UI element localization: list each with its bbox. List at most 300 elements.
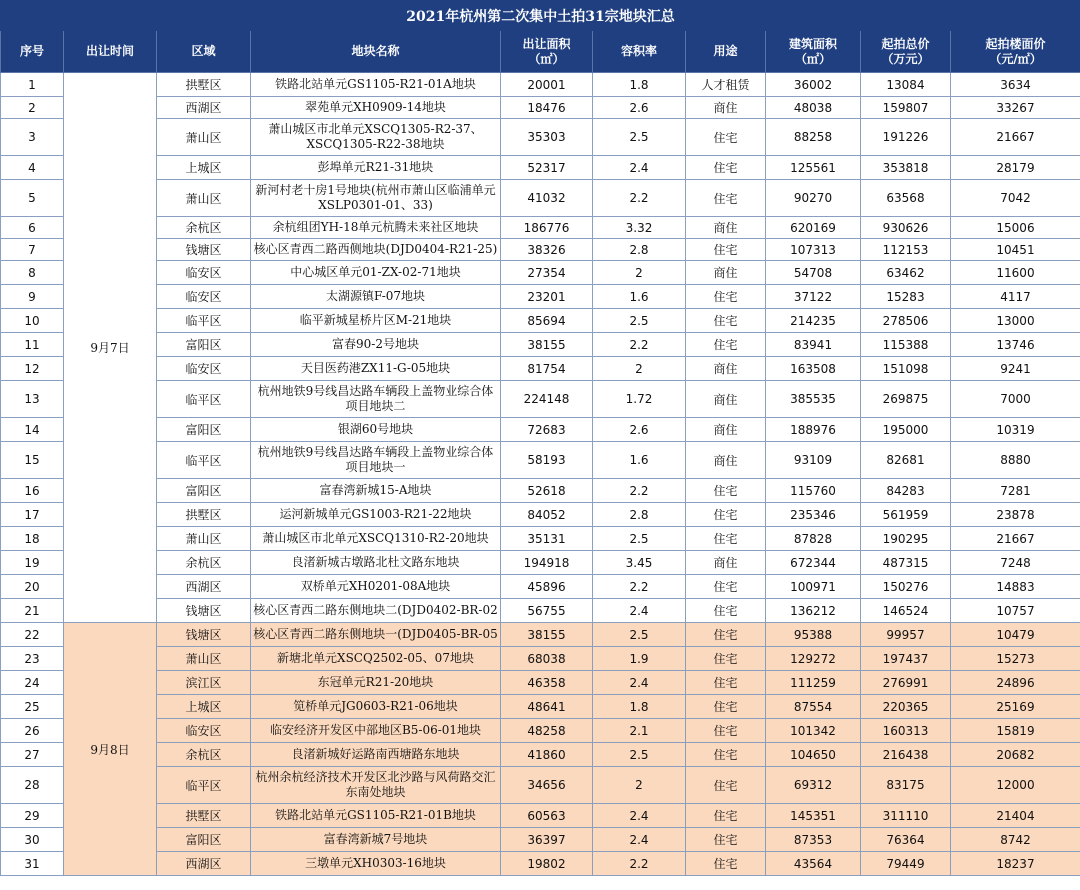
floor-price-cell: 7248 <box>951 551 1080 575</box>
table-row <box>1 828 1080 852</box>
use-cell: 住宅 <box>686 479 766 503</box>
use-cell: 住宅 <box>686 119 766 156</box>
parcel-name-cell: 临安经济开发区中部地区B5-06-01地块 <box>251 719 501 743</box>
header-price-unit: （万元） <box>881 51 930 66</box>
district-cell: 拱墅区 <box>157 804 251 828</box>
table-row <box>1 357 1080 381</box>
floor-price-cell: 15006 <box>951 217 1080 239</box>
start-price-cell: 146524 <box>861 599 951 623</box>
district-cell: 临安区 <box>157 285 251 309</box>
use-cell: 商住 <box>686 442 766 479</box>
use-cell: 人才租赁 <box>686 73 766 97</box>
start-price-cell: 353818 <box>861 156 951 180</box>
start-price-cell: 311110 <box>861 804 951 828</box>
district-cell: 上城区 <box>157 695 251 719</box>
table-row <box>1 767 1080 804</box>
floor-price-cell: 4117 <box>951 285 1080 309</box>
use-cell: 住宅 <box>686 852 766 876</box>
start-price-cell: 220365 <box>861 695 951 719</box>
parcel-name-cell: 杭州地铁9号线昌达路车辆段上盖物业综合体项目地块一 <box>251 442 501 479</box>
row-number: 2 <box>1 97 64 119</box>
far-cell: 2 <box>593 357 686 381</box>
build-area-cell: 385535 <box>766 381 861 418</box>
area-cell: 52317 <box>501 156 593 180</box>
floor-price-cell: 7281 <box>951 479 1080 503</box>
use-cell: 住宅 <box>686 239 766 261</box>
district-cell: 萧山区 <box>157 180 251 217</box>
start-price-cell: 159807 <box>861 97 951 119</box>
floor-price-cell: 12000 <box>951 767 1080 804</box>
far-cell: 2 <box>593 767 686 804</box>
start-price-cell: 197437 <box>861 647 951 671</box>
district-cell: 富阳区 <box>157 333 251 357</box>
floor-price-cell: 10319 <box>951 418 1080 442</box>
far-cell: 2.1 <box>593 719 686 743</box>
row-number: 30 <box>1 828 64 852</box>
header-use: 用途 <box>686 31 766 73</box>
build-area-cell: 163508 <box>766 357 861 381</box>
parcel-name-cell: 富春湾新城7号地块 <box>251 828 501 852</box>
start-price-cell: 269875 <box>861 381 951 418</box>
area-cell: 85694 <box>501 309 593 333</box>
far-cell: 1.8 <box>593 695 686 719</box>
floor-price-cell: 24896 <box>951 671 1080 695</box>
far-cell: 1.72 <box>593 381 686 418</box>
use-cell: 住宅 <box>686 719 766 743</box>
header-far: 容积率 <box>593 31 686 73</box>
area-cell: 84052 <box>501 503 593 527</box>
area-cell: 224148 <box>501 381 593 418</box>
header-area-label: 出让面积 <box>522 36 571 51</box>
start-price-cell: 83175 <box>861 767 951 804</box>
build-area-cell: 214235 <box>766 309 861 333</box>
area-cell: 35303 <box>501 119 593 156</box>
floor-price-cell: 20682 <box>951 743 1080 767</box>
area-cell: 27354 <box>501 261 593 285</box>
start-price-cell: 561959 <box>861 503 951 527</box>
start-price-cell: 82681 <box>861 442 951 479</box>
start-price-cell: 190295 <box>861 527 951 551</box>
use-cell: 住宅 <box>686 285 766 309</box>
floor-price-cell: 21667 <box>951 527 1080 551</box>
area-cell: 36397 <box>501 828 593 852</box>
build-area-cell: 188976 <box>766 418 861 442</box>
floor-price-cell: 21667 <box>951 119 1080 156</box>
row-number: 21 <box>1 599 64 623</box>
floor-price-cell: 7000 <box>951 381 1080 418</box>
header-area <box>501 31 593 73</box>
district-cell: 钱塘区 <box>157 599 251 623</box>
header-name: 地块名称 <box>251 31 501 73</box>
build-area-cell: 107313 <box>766 239 861 261</box>
parcel-name-cell: 太湖源镇F-07地块 <box>251 285 501 309</box>
table-row <box>1 97 1080 119</box>
table-body <box>1 73 1080 876</box>
start-price-cell: 79449 <box>861 852 951 876</box>
use-cell: 住宅 <box>686 503 766 527</box>
area-cell: 56755 <box>501 599 593 623</box>
start-price-cell: 930626 <box>861 217 951 239</box>
row-number: 5 <box>1 180 64 217</box>
build-area-cell: 125561 <box>766 156 861 180</box>
district-cell: 富阳区 <box>157 479 251 503</box>
area-cell: 38326 <box>501 239 593 261</box>
table-row <box>1 119 1080 156</box>
use-cell: 商住 <box>686 381 766 418</box>
row-number: 14 <box>1 418 64 442</box>
area-cell: 72683 <box>501 418 593 442</box>
start-price-cell: 84283 <box>861 479 951 503</box>
district-cell: 余杭区 <box>157 217 251 239</box>
build-area-cell: 104650 <box>766 743 861 767</box>
table-row <box>1 551 1080 575</box>
table-title: 2021年杭州第二次集中土拍31宗地块汇总 <box>1 1 1080 31</box>
far-cell: 2.4 <box>593 156 686 180</box>
floor-price-cell: 10479 <box>951 623 1080 647</box>
district-cell: 萧山区 <box>157 119 251 156</box>
district-cell: 余杭区 <box>157 743 251 767</box>
start-price-cell: 151098 <box>861 357 951 381</box>
build-area-cell: 69312 <box>766 767 861 804</box>
far-cell: 2.2 <box>593 479 686 503</box>
floor-price-cell: 10757 <box>951 599 1080 623</box>
district-cell: 钱塘区 <box>157 239 251 261</box>
use-cell: 住宅 <box>686 599 766 623</box>
parcel-name-cell: 萧山城区市北单元XSCQ1305-R2-37、XSCQ1305-R22-38地块 <box>251 119 501 156</box>
district-cell: 西湖区 <box>157 97 251 119</box>
start-price-cell: 63568 <box>861 180 951 217</box>
area-cell: 41032 <box>501 180 593 217</box>
use-cell: 住宅 <box>686 180 766 217</box>
far-cell: 3.45 <box>593 551 686 575</box>
district-cell: 临安区 <box>157 719 251 743</box>
row-number: 22 <box>1 623 64 647</box>
use-cell: 商住 <box>686 97 766 119</box>
parcel-name-cell: 中心城区单元01-ZX-02-71地块 <box>251 261 501 285</box>
build-area-cell: 672344 <box>766 551 861 575</box>
parcel-name-cell: 杭州地铁9号线昌达路车辆段上盖物业综合体项目地块二 <box>251 381 501 418</box>
district-cell: 临平区 <box>157 381 251 418</box>
parcel-name-cell: 杭州余杭经济技术开发区北沙路与风荷路交汇东南处地块 <box>251 767 501 804</box>
area-cell: 35131 <box>501 527 593 551</box>
build-area-cell: 93109 <box>766 442 861 479</box>
start-price-cell: 13084 <box>861 73 951 97</box>
area-cell: 52618 <box>501 479 593 503</box>
use-cell: 住宅 <box>686 156 766 180</box>
district-cell: 西湖区 <box>157 852 251 876</box>
header-district: 区域 <box>157 31 251 73</box>
start-price-cell: 63462 <box>861 261 951 285</box>
floor-price-cell: 7042 <box>951 180 1080 217</box>
table-row <box>1 333 1080 357</box>
area-cell: 38155 <box>501 623 593 647</box>
build-area-cell: 95388 <box>766 623 861 647</box>
build-area-cell: 36002 <box>766 73 861 97</box>
area-cell: 58193 <box>501 442 593 479</box>
build-area-cell: 90270 <box>766 180 861 217</box>
auction-date: 9月8日 <box>64 623 157 876</box>
row-number: 29 <box>1 804 64 828</box>
build-area-cell: 145351 <box>766 804 861 828</box>
parcel-name-cell: 核心区青西二路东侧地块二(DJD0402-BR-02 <box>251 599 501 623</box>
row-number: 23 <box>1 647 64 671</box>
row-number: 27 <box>1 743 64 767</box>
district-cell: 临平区 <box>157 442 251 479</box>
district-cell: 西湖区 <box>157 575 251 599</box>
header-price-label: 起拍总价 <box>881 36 930 51</box>
start-price-cell: 487315 <box>861 551 951 575</box>
area-cell: 194918 <box>501 551 593 575</box>
district-cell: 临平区 <box>157 309 251 333</box>
parcel-name-cell: 笕桥单元JG0603-R21-06地块 <box>251 695 501 719</box>
floor-price-cell: 23878 <box>951 503 1080 527</box>
table-row <box>1 575 1080 599</box>
parcel-name-cell: 富春湾新城15-A地块 <box>251 479 501 503</box>
row-number: 13 <box>1 381 64 418</box>
use-cell: 住宅 <box>686 333 766 357</box>
start-price-cell: 216438 <box>861 743 951 767</box>
table-row <box>1 695 1080 719</box>
table-row <box>1 527 1080 551</box>
far-cell: 2.5 <box>593 743 686 767</box>
row-number: 8 <box>1 261 64 285</box>
row-number: 7 <box>1 239 64 261</box>
far-cell: 1.8 <box>593 73 686 97</box>
header-date: 出让时间 <box>64 31 157 73</box>
table-row <box>1 623 1080 647</box>
parcel-name-cell: 双桥单元XH0201-08A地块 <box>251 575 501 599</box>
far-cell: 2.5 <box>593 119 686 156</box>
floor-price-cell: 18237 <box>951 852 1080 876</box>
district-cell: 萧山区 <box>157 647 251 671</box>
table-row <box>1 599 1080 623</box>
district-cell: 滨江区 <box>157 671 251 695</box>
row-number: 15 <box>1 442 64 479</box>
parcel-name-cell: 萧山城区市北单元XSCQ1310-R2-20地块 <box>251 527 501 551</box>
row-number: 18 <box>1 527 64 551</box>
area-cell: 45896 <box>501 575 593 599</box>
build-area-cell: 48038 <box>766 97 861 119</box>
use-cell: 住宅 <box>686 309 766 333</box>
far-cell: 1.6 <box>593 442 686 479</box>
district-cell: 临平区 <box>157 767 251 804</box>
district-cell: 拱墅区 <box>157 73 251 97</box>
parcel-name-cell: 彭埠单元R21-31地块 <box>251 156 501 180</box>
use-cell: 住宅 <box>686 575 766 599</box>
parcel-name-cell: 铁路北站单元GS1105-R21-01B地块 <box>251 804 501 828</box>
far-cell: 2.4 <box>593 804 686 828</box>
parcel-name-cell: 余杭组团YH-18单元杭腾未来社区地块 <box>251 217 501 239</box>
table-row <box>1 804 1080 828</box>
build-area-cell: 88258 <box>766 119 861 156</box>
row-number: 3 <box>1 119 64 156</box>
far-cell: 2.2 <box>593 180 686 217</box>
row-number: 12 <box>1 357 64 381</box>
start-price-cell: 160313 <box>861 719 951 743</box>
area-cell: 60563 <box>501 804 593 828</box>
start-price-cell: 99957 <box>861 623 951 647</box>
build-area-cell: 87353 <box>766 828 861 852</box>
far-cell: 2.5 <box>593 623 686 647</box>
row-number: 9 <box>1 285 64 309</box>
district-cell: 临安区 <box>157 261 251 285</box>
parcel-name-cell: 富春90-2号地块 <box>251 333 501 357</box>
far-cell: 2.4 <box>593 671 686 695</box>
floor-price-cell: 13000 <box>951 309 1080 333</box>
table-row <box>1 479 1080 503</box>
header-floor <box>951 31 1080 73</box>
district-cell: 拱墅区 <box>157 503 251 527</box>
build-area-cell: 129272 <box>766 647 861 671</box>
use-cell: 住宅 <box>686 767 766 804</box>
use-cell: 住宅 <box>686 671 766 695</box>
header-build-label: 建筑面积 <box>788 36 837 51</box>
use-cell: 住宅 <box>686 828 766 852</box>
table-row <box>1 217 1080 239</box>
far-cell: 2.2 <box>593 333 686 357</box>
area-cell: 20001 <box>501 73 593 97</box>
build-area-cell: 100971 <box>766 575 861 599</box>
row-number: 25 <box>1 695 64 719</box>
row-number: 6 <box>1 217 64 239</box>
use-cell: 商住 <box>686 418 766 442</box>
table-row <box>1 647 1080 671</box>
header-seq: 序号 <box>1 31 64 73</box>
parcel-name-cell: 铁路北站单元GS1105-R21-01A地块 <box>251 73 501 97</box>
header-area-unit: （㎡） <box>528 51 565 66</box>
row-number: 16 <box>1 479 64 503</box>
parcel-name-cell: 天目医药港ZX11-G-05地块 <box>251 357 501 381</box>
build-area-cell: 54708 <box>766 261 861 285</box>
floor-price-cell: 9241 <box>951 357 1080 381</box>
far-cell: 2.5 <box>593 309 686 333</box>
area-cell: 34656 <box>501 767 593 804</box>
parcel-name-cell: 良渚新城古墩路北杜文路东地块 <box>251 551 501 575</box>
build-area-cell: 37122 <box>766 285 861 309</box>
row-number: 20 <box>1 575 64 599</box>
parcel-name-cell: 核心区青西二路西侧地块(DJD0404-R21-25) <box>251 239 501 261</box>
floor-price-cell: 8742 <box>951 828 1080 852</box>
use-cell: 商住 <box>686 551 766 575</box>
row-number: 1 <box>1 73 64 97</box>
build-area-cell: 235346 <box>766 503 861 527</box>
table-row <box>1 156 1080 180</box>
header-row <box>1 31 1080 73</box>
far-cell: 2.2 <box>593 575 686 599</box>
header-price <box>861 31 951 73</box>
parcel-name-cell: 新河村老十房1号地块(杭州市萧山区临浦单元XSLP0301-01、33) <box>251 180 501 217</box>
build-area-cell: 620169 <box>766 217 861 239</box>
floor-price-cell: 10451 <box>951 239 1080 261</box>
area-cell: 23201 <box>501 285 593 309</box>
area-cell: 81754 <box>501 357 593 381</box>
floor-price-cell: 3634 <box>951 73 1080 97</box>
parcel-name-cell: 运河新城单元GS1003-R21-22地块 <box>251 503 501 527</box>
table-row <box>1 418 1080 442</box>
use-cell: 住宅 <box>686 623 766 647</box>
area-cell: 186776 <box>501 217 593 239</box>
floor-price-cell: 21404 <box>951 804 1080 828</box>
area-cell: 19802 <box>501 852 593 876</box>
area-cell: 48258 <box>501 719 593 743</box>
build-area-cell: 101342 <box>766 719 861 743</box>
district-cell: 富阳区 <box>157 828 251 852</box>
area-cell: 41860 <box>501 743 593 767</box>
row-number: 24 <box>1 671 64 695</box>
table-row <box>1 852 1080 876</box>
row-number: 10 <box>1 309 64 333</box>
header-build-unit: （㎡） <box>794 51 831 66</box>
table-row <box>1 442 1080 479</box>
build-area-cell: 87554 <box>766 695 861 719</box>
floor-price-cell: 25169 <box>951 695 1080 719</box>
area-cell: 38155 <box>501 333 593 357</box>
far-cell: 2 <box>593 261 686 285</box>
floor-price-cell: 13746 <box>951 333 1080 357</box>
floor-price-cell: 11600 <box>951 261 1080 285</box>
use-cell: 商住 <box>686 261 766 285</box>
use-cell: 住宅 <box>686 804 766 828</box>
area-cell: 18476 <box>501 97 593 119</box>
floor-price-cell: 15273 <box>951 647 1080 671</box>
district-cell: 富阳区 <box>157 418 251 442</box>
table-row <box>1 503 1080 527</box>
row-number: 31 <box>1 852 64 876</box>
parcel-name-cell: 良渚新城好运路南西塘路东地块 <box>251 743 501 767</box>
table-row <box>1 719 1080 743</box>
far-cell: 1.9 <box>593 647 686 671</box>
far-cell: 2.6 <box>593 97 686 119</box>
district-cell: 钱塘区 <box>157 623 251 647</box>
table-row <box>1 180 1080 217</box>
use-cell: 商住 <box>686 217 766 239</box>
parcel-name-cell: 东冠单元R21-20地块 <box>251 671 501 695</box>
far-cell: 1.6 <box>593 285 686 309</box>
table-row <box>1 285 1080 309</box>
use-cell: 住宅 <box>686 695 766 719</box>
start-price-cell: 278506 <box>861 309 951 333</box>
floor-price-cell: 15819 <box>951 719 1080 743</box>
floor-price-cell: 8880 <box>951 442 1080 479</box>
parcel-name-cell: 新塘北单元XSCQ2502-05、07地块 <box>251 647 501 671</box>
row-number: 11 <box>1 333 64 357</box>
use-cell: 商住 <box>686 357 766 381</box>
far-cell: 2.4 <box>593 828 686 852</box>
start-price-cell: 191226 <box>861 119 951 156</box>
table-row <box>1 671 1080 695</box>
use-cell: 住宅 <box>686 647 766 671</box>
row-number: 26 <box>1 719 64 743</box>
parcel-name-cell: 核心区青西二路东侧地块一(DJD0405-BR-05 <box>251 623 501 647</box>
far-cell: 2.4 <box>593 599 686 623</box>
parcel-name-cell: 临平新城星桥片区M-21地块 <box>251 309 501 333</box>
table-row <box>1 73 1080 97</box>
table-row <box>1 239 1080 261</box>
start-price-cell: 150276 <box>861 575 951 599</box>
row-number: 19 <box>1 551 64 575</box>
start-price-cell: 195000 <box>861 418 951 442</box>
row-number: 28 <box>1 767 64 804</box>
build-area-cell: 136212 <box>766 599 861 623</box>
table-row <box>1 261 1080 285</box>
area-cell: 48641 <box>501 695 593 719</box>
district-cell: 余杭区 <box>157 551 251 575</box>
far-cell: 3.32 <box>593 217 686 239</box>
build-area-cell: 115760 <box>766 479 861 503</box>
table-row <box>1 309 1080 333</box>
far-cell: 2.8 <box>593 503 686 527</box>
row-number: 17 <box>1 503 64 527</box>
